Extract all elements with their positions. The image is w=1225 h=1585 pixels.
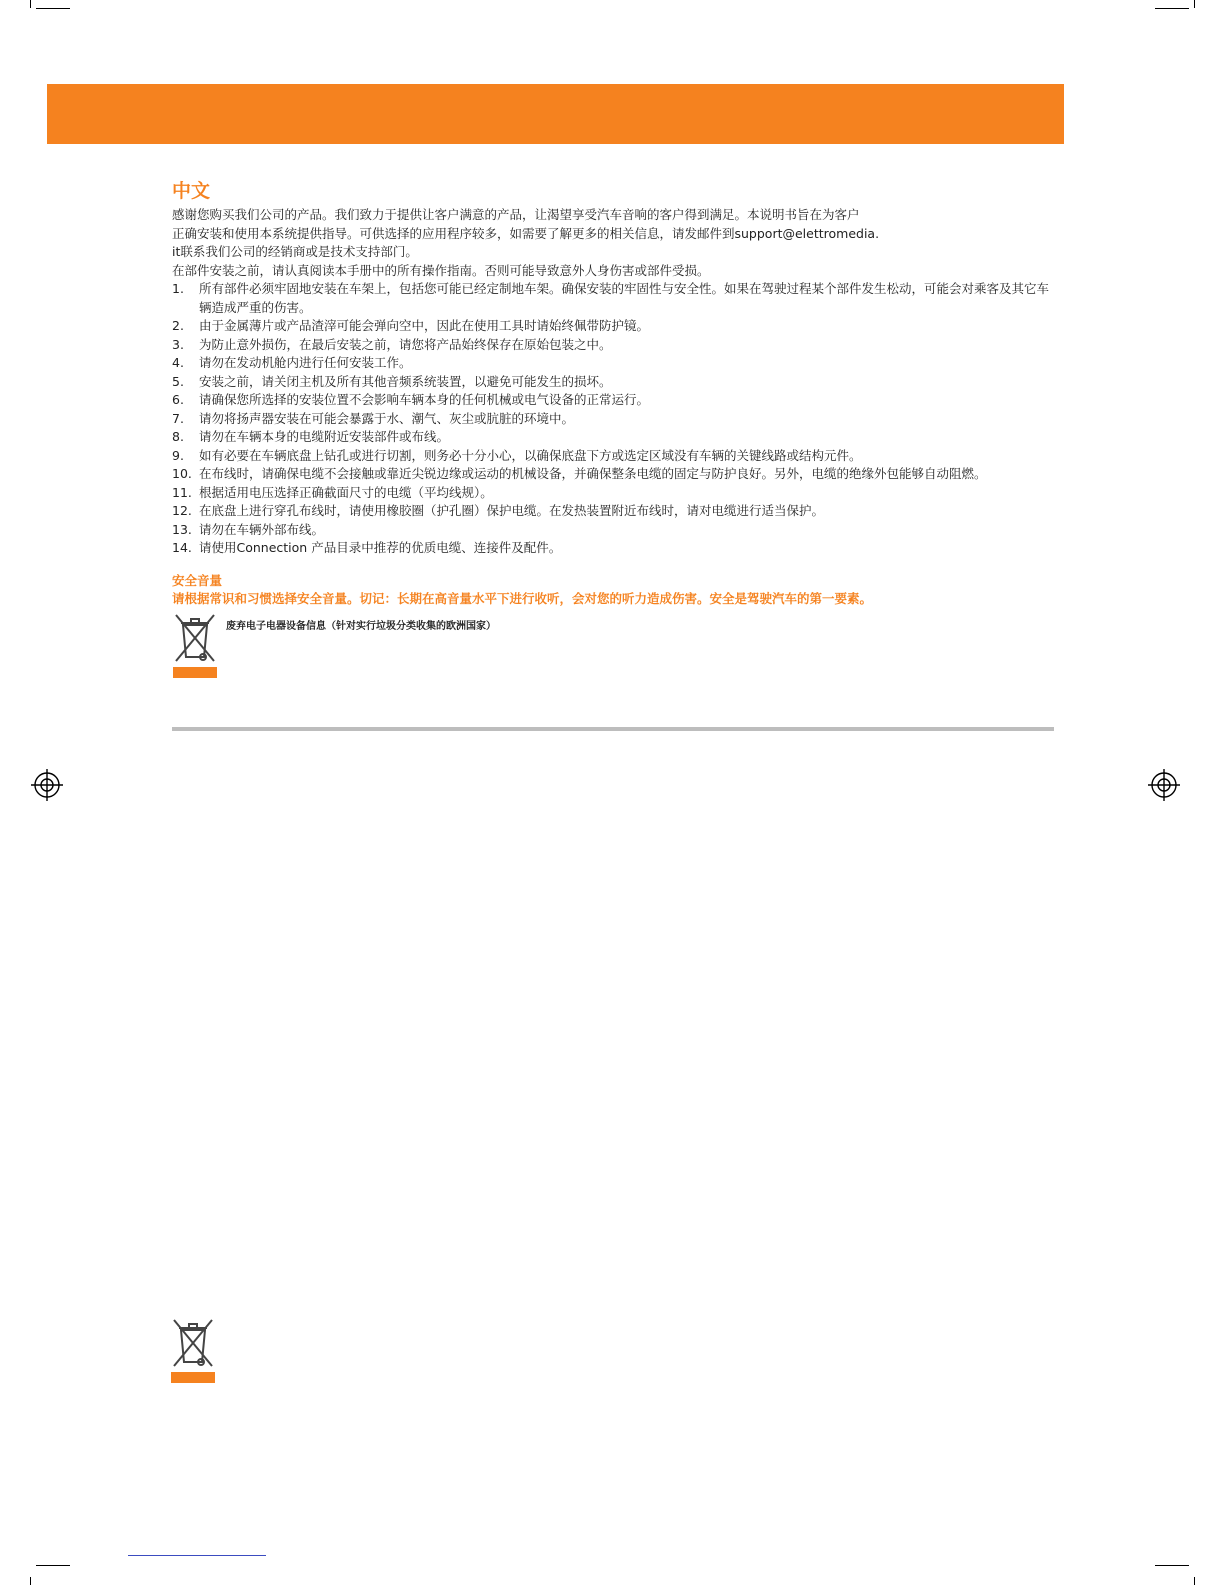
intro-line: it联系我们公司的经销商或是技术支持部门。 [172, 244, 418, 259]
crossed-out-wheelie-bin-icon [170, 1318, 216, 1383]
instructions-list [172, 280, 1052, 558]
item-text: 请勿将扬声器安装在可能会暴露于水、潮气、灰尘或肮脏的环境中。 [199, 410, 575, 426]
item-number: 6. [172, 392, 184, 407]
language-section [172, 176, 1052, 678]
list-item [172, 410, 1052, 429]
crop-mark [30, 1577, 31, 1585]
item-text: 在底盘上进行穿孔布线时，请使用橡胶圈（护孔圈）保护电缆。在发热装置附近布线时，请对电缆进行适当保护。 [199, 503, 825, 518]
crop-mark [36, 1565, 70, 1566]
crop-mark [36, 8, 70, 9]
item-number: 10. [172, 466, 192, 481]
list-item [172, 354, 1052, 373]
crop-mark [30, 0, 31, 8]
item-text: 根据适用电压选择正确截面尺寸的电缆（平均线规）。 [199, 484, 493, 500]
item-text: 如有必要在车辆底盘上钻孔或进行切割，则务必十分小心，以确保底盘下方或选定区域没有车辆的关键线路或结构元件。 [199, 447, 862, 463]
list-item [172, 447, 1052, 466]
item-text: 在布线时，请确保电缆不会接触或靠近尖锐边缘或运动的机械设备，并确保整条电缆的固定与防护良好。另外，电缆的绝缘外包能够自动阻燃。 [199, 466, 987, 481]
list-item [172, 373, 1052, 392]
registration-mark-icon [1147, 768, 1181, 802]
item-text: 由于金属薄片或产品渣滓可能会弹向空中，因此在使用工具时请始终佩带防护镜。 [199, 318, 650, 333]
intro-line: 正确安装和使用本系统提供指导。可供选择的应用程序较多，如需要了解更多的相关信息，请发邮件到support@elettromedia. [172, 225, 880, 241]
intro-paragraph [172, 206, 1052, 262]
safety-volume-section [172, 572, 1052, 609]
list-item [172, 484, 1052, 503]
item-number: 14. [172, 540, 192, 555]
item-text: 请勿在车辆外部布线。 [199, 521, 325, 537]
section-title: 中文 [172, 180, 211, 202]
intro-line: 感谢您购买我们公司的产品。我们致力于提供让客户满意的产品，让渴望享受汽车音响的客户得到满足。本说明书旨在为客户 [172, 207, 860, 222]
list-item [172, 317, 1052, 336]
item-text: 请勿在发动机舱内进行任何安装工作。 [199, 355, 412, 370]
item-number: 12. [172, 503, 192, 518]
item-text: 请确保您所选择的安装位置不会影响车辆本身的任何机械或电气设备的正常运行。 [199, 392, 650, 407]
list-item [172, 280, 1052, 317]
weee-caption: 废弃电子电器设备信息（针对实行垃圾分类收集的欧洲国家） [226, 620, 496, 632]
item-number: 7. [172, 410, 184, 426]
weee-bar [171, 1372, 215, 1383]
item-number: 5. [172, 373, 184, 389]
item-number: 11. [172, 484, 192, 500]
registration-mark-icon [30, 768, 64, 802]
item-number: 3. [172, 336, 184, 352]
weee-notice [172, 613, 1052, 678]
item-number: 8. [172, 429, 184, 444]
item-text: 安装之前，请关闭主机及所有其他音频系统装置，以避免可能发生的损坏。 [199, 373, 612, 389]
item-number: 4. [172, 355, 184, 370]
bin-graphic [171, 1318, 215, 1368]
bin-graphic [173, 613, 217, 663]
list-item [172, 391, 1052, 410]
item-text: 请使用Connection 产品目录中推荐的优质电缆、连接件及配件。 [199, 540, 562, 555]
orange-header-band [47, 84, 1064, 144]
crop-mark [1155, 8, 1189, 9]
safety-title: 安全音量 [172, 572, 223, 588]
list-item [172, 539, 1052, 558]
warning-text: 在部件安装之前，请认真阅读本手册中的所有操作指南。否则可能导致意外人身伤害或部件受损。 [172, 262, 710, 278]
safety-body: 请根据常识和习惯选择安全音量。切记：长期在高音量水平下进行收听，会对您的听力造成伤害。安全是驾驶汽车的第一要素。 [172, 591, 873, 606]
crop-mark [1194, 0, 1195, 8]
weee-bar [173, 667, 217, 678]
item-text: 为防止意外损伤，在最后安装之前，请您将产品始终保存在原始包装之中。 [199, 336, 612, 352]
item-number: 2. [172, 318, 184, 333]
item-text: 请勿在车辆本身的电缆附近安装部件或布线。 [199, 429, 450, 444]
crop-mark [1194, 1577, 1195, 1585]
list-item [172, 521, 1052, 540]
item-number: 13. [172, 521, 192, 537]
crossed-out-wheelie-bin-icon [172, 613, 218, 678]
item-number: 9. [172, 447, 184, 463]
list-item [172, 465, 1052, 484]
list-item [172, 502, 1052, 521]
crop-mark [1155, 1565, 1189, 1566]
section-divider [172, 727, 1054, 731]
list-item [172, 428, 1052, 447]
item-text: 所有部件必须牢固地安装在车架上，包括您可能已经定制地车架。确保安装的牢固性与安全性。如果在驾驶过程某个部件发生松动，可能会对乘客及其它车辆造成严重的伤害。 [199, 281, 1050, 315]
item-number: 1. [172, 281, 184, 296]
footer-underline [128, 1555, 266, 1556]
list-item [172, 336, 1052, 355]
